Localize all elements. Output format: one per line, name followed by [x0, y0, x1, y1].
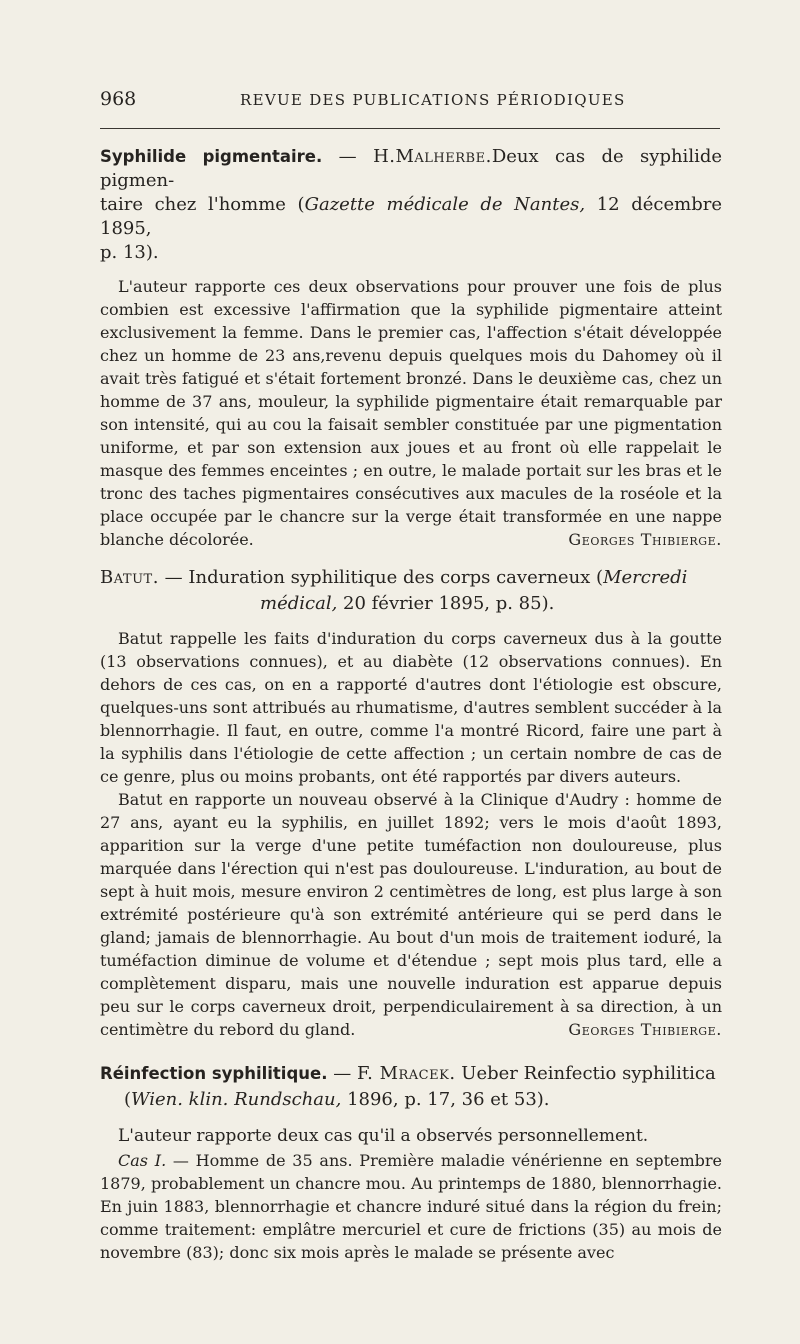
paragraph-text: L'auteur rapporte ces deux observations pour prouver une fois de plus combien est excessive l'affirmation que la syphilide pigmentaire atteint exclusivement la femme. Dans le premier cas, l'affection s'était développée chez un homme de 23 ans,revenu depuis quelques mois du Dahomey où il avait très fatigué et s'était fortement bronzé. Dans le deuxième cas, chez un homme de 37 ans, mouleur, la syphilide pigmentaire était remarquable par son intensité, qui au cou la faisait sembler constituée par une pigmentation uniforme, et par son extension aux joues et au front où elle rappelait le masque des femmes enceintes ; en outre, le malade portait sur les bras et le tronc des taches pigmentaires consécutives aux macules de la roséole et la place occupée par le chancre sur la verge était transformée en une nappe blanche décolorée. [100, 277, 722, 549]
spacer [100, 1113, 722, 1123]
heading-dash: — [158, 567, 189, 588]
author-signature: Georges Thibierge. [568, 1020, 722, 1039]
spacer [100, 617, 722, 627]
journal-name: médical, [260, 593, 338, 614]
article-body [100, 275, 722, 551]
header-rule [100, 128, 720, 129]
journal-name: Wien. klin. Rundschau, [131, 1089, 342, 1110]
article-author: F. Mracek. [356, 1063, 456, 1084]
reference-text: Deux cas de syphilide pigmen- [100, 146, 723, 191]
running-head: REVUE DES PUBLICATIONS PÉRIODIQUES [240, 91, 626, 109]
paren-open: ( [124, 1089, 132, 1110]
case-label: Cas I. [118, 1151, 167, 1170]
article-paragraph [100, 788, 722, 1041]
article-heading-induration [100, 565, 722, 617]
article-title: Syphilide pigmentaire. [100, 147, 323, 166]
article-title: Réinfection syphilitique. [100, 1064, 328, 1083]
article-heading-syphilide-pigmentaire [100, 145, 722, 265]
article-heading-reinfection [100, 1061, 722, 1113]
reference-text: taire chez l'homme ( [100, 194, 305, 215]
article-author: H.Malherbe. [373, 146, 492, 167]
page-number: 968 [100, 88, 137, 110]
paragraph-text: — Homme de 35 ans. Première maladie vénérienne en septembre 1879, probablement un chancre mou. Au printemps de 1880, blennorrhagie. En juin 1883, blennorrhagie et chancre induré situé dans la région du frein; comme traitement: emplâtre mercuriel et cure de frictions (35) au mois de novembre (83); donc six mois après le malade se présente avec [100, 1151, 723, 1262]
spacer [100, 551, 722, 565]
reference-date: 12 décembre 1895, [100, 194, 722, 239]
article-author: Batut. [100, 567, 159, 588]
article-paragraph: Batut rappelle les faits d'induration du corps caverneux dus à la goutte (13 observations connues), et au diabète (12 observations connues). En dehors de ces cas, on en a rapporté d'autres dont l'étiologie est obscure, quelques-uns sont attribués au rhumatisme, d'autres semblent succéder à la blennorrhagie. Il faut, en outre, comme l'a montré Ricord, faire une part à la syphilis dans l'étiologie de cette affection ; un certain nombre de cas de ce genre, plus ou moins probants, ont été rapportés par divers auteurs. [100, 629, 722, 786]
heading-dash: — [322, 146, 374, 167]
journal-name: Gazette médicale de Nantes, [304, 194, 586, 215]
reference-date: 20 février 1895, p. 85). [337, 593, 555, 614]
journal-name: Mercredi [603, 567, 688, 588]
reference-text: Ueber Reinfectio syphilitica [455, 1063, 716, 1084]
heading-dash: — [327, 1063, 357, 1084]
article-body [100, 788, 722, 1041]
spacer [100, 1041, 722, 1061]
article-paragraph [100, 1149, 722, 1264]
article-paragraph [100, 275, 722, 551]
heading-continuation [100, 1087, 722, 1113]
article-intro: L'auteur rapporte deux cas qu'il a observés personnellement. [118, 1126, 649, 1146]
article-title: Induration syphilitique des corps caverneux ( [188, 567, 604, 588]
reference-date: 1896, p. 17, 36 et 53). [341, 1089, 550, 1110]
page-body [100, 145, 722, 1264]
spacer [100, 265, 722, 275]
reference-page: p. 13). [100, 242, 159, 263]
author-signature: Georges Thibierge. [568, 530, 722, 549]
page-header [100, 88, 720, 118]
paragraph-text: Batut en rapporte un nouveau observé à la Clinique d'Audry : homme de 27 ans, ayant eu la syphilis, en juillet 1892; vers le mois d'août 1893, apparition sur la verge d'une petite tuméfaction non douloureuse, plus marquée dans l'érection qui n'est pas douloureuse. L'induration, au bout de sept à huit mois, mesure environ 2 centimètres de long, est plus large à son extrémité postérieure qu'à son extrémité antérieure qui se perd dans le gland; jamais de blennorrhagie. Au bout d'un mois de traitement ioduré, la tuméfaction diminue de volume et d'étendue ; sept mois plus tard, elle a complètement disparu, mais une nouvelle induration est apparue depuis peu sur le corps caverneux droit, perpendiculairement à sa direction, à un centimètre du rebord du gland. [100, 790, 722, 1039]
heading-continuation [100, 591, 722, 617]
